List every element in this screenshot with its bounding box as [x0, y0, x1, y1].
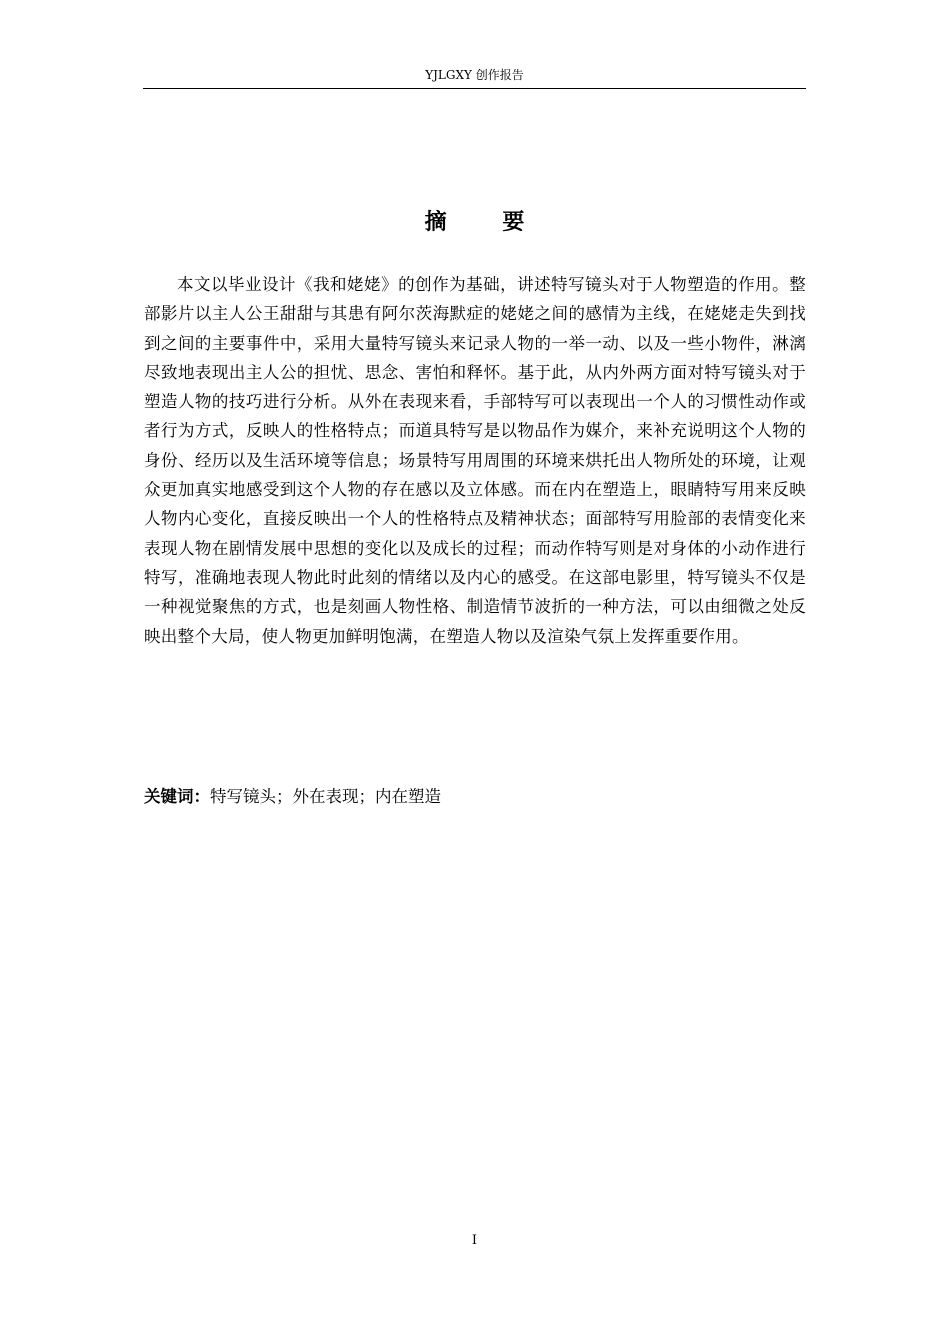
abstract-title: 摘 要: [424, 210, 549, 235]
page-number: I: [471, 1233, 478, 1248]
page-header: [143, 66, 806, 89]
keywords-label: 关键词：: [144, 787, 210, 806]
keywords-line: [144, 782, 806, 811]
header-text: YJLGXY 创作报告: [425, 68, 524, 82]
keywords-value: 特写镜头；外在表现；内在塑造: [210, 787, 441, 806]
abstract-body: 本文以毕业设计《我和姥姥》的创作为基础，讲述特写镜头对于人物塑造的作用。整部影片以主人公王甜甜与其患有阿尔茨海默症的姥姥之间的感情为主线，在姥姥走失到找到之间的主要事件中，采用大量特写镜头来记录人物的一举一动、以及一些小物件，淋漓尽致地表现出主人公的担忧、思念、害怕和释怀。基于此，从内外两方面对特写镜头对于塑造人物的技巧进行分析。从外在表现来看，手部特写可以表现出一个人的习惯性动作或者行为方式，反映人的性格特点；而道具特写是以物品作为媒介，来补充说明这个人物的身份、经历以及生活环境等信息；场景特写用周围的环境来烘托出人物所处的环境，让观众更加真实地感受到这个人物的存在感以及立体感。而在内在塑造上，眼睛特写用来反映人物内心变化，直接反映出一个人的性格特点及精神状态；面部特写用脸部的表情变化来表现人物在剧情发展中思想的变化以及成长的过程；而动作特写则是对身体的小动作进行特写，准确地表现人物此时此刻的情绪以及内心的感受。在这部电影里，特写镜头不仅是一种视觉聚焦的方式，也是刻画人物性格、制造情节波折的一种方法，可以由细微之处反映出整个大局，使人物更加鲜明饱满，在塑造人物以及渲染气氛上发挥重要作用。: [144, 275, 806, 646]
